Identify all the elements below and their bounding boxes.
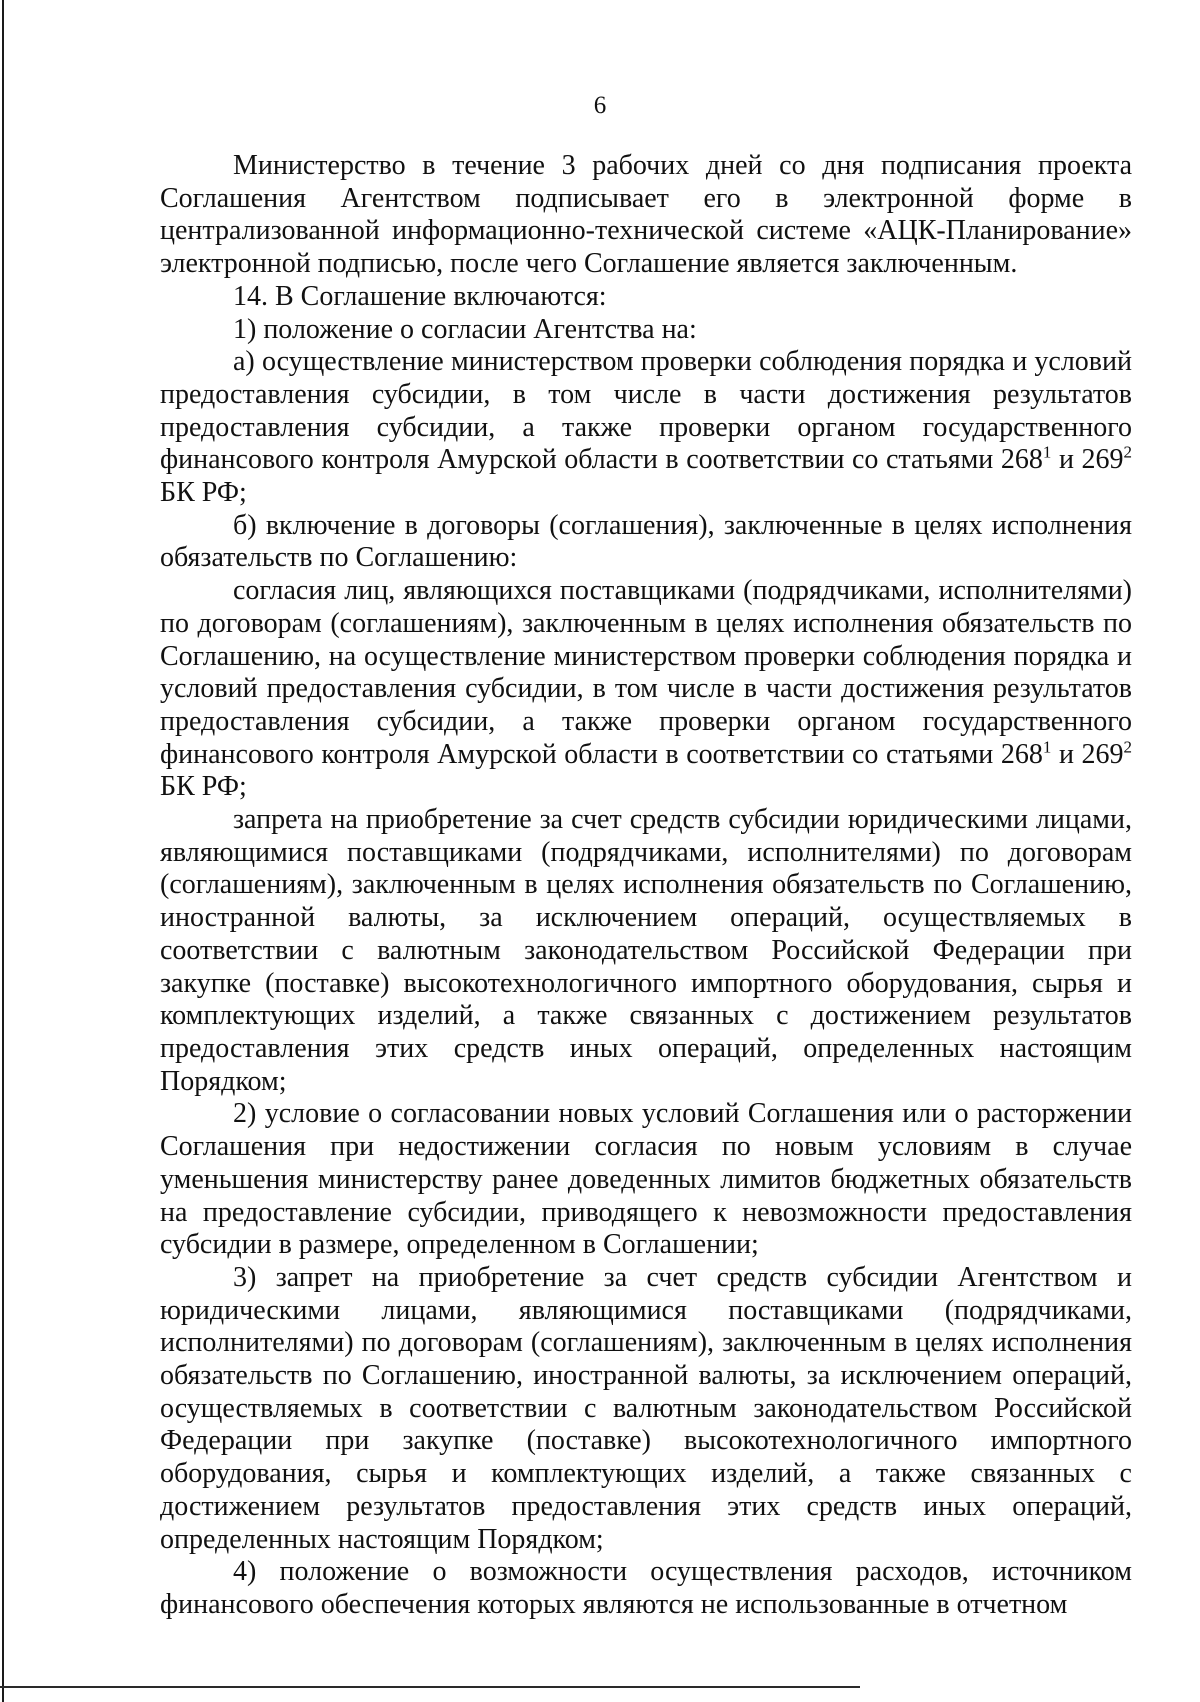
paragraph-consent-end: БК РФ; [160, 771, 247, 803]
paragraph-consent-and: и 269 [1051, 738, 1124, 770]
paragraph-item-14: 14. В Соглашение включаются: [233, 280, 607, 312]
superscript-269: 2 [1123, 737, 1133, 757]
paragraph-subitem-3: 3) запрет на приобретение за счет средств субсидии Агентством и юридическими лицами, являющимися поставщиками (подрядчиками, исполнителями) по договорам (соглашениям), заключенным в целях исполнения обязательств по Соглашению, иностранной валюты, за исключением операций, осуществляемых в соответствии с валютным законодательством Российской Федерации при закупке (поставке) высокотехнологичного импортного оборудования, сырья и комплектующих изделий, а также связанных с достижением результатов предоставления этих средств иных операций, определенных настоящим Порядком; [160, 1261, 1132, 1555]
paragraph-subitem-a-end: БК РФ; [160, 477, 247, 509]
paragraph-subitem-4: 4) положение о возможности осуществления расходов, источником финансового обеспечения которых являются не использованные в отчетном [160, 1556, 1132, 1620]
scan-left-edge-line [2, 0, 4, 1702]
scan-bottom-edge-line [0, 1686, 860, 1688]
paragraph-subitem-b: б) включение в договоры (соглашения), заключенные в целях исполнения обязательств по Соглашению: [160, 509, 1132, 574]
paragraph-subitem-a-text: а) осуществление министерством проверки соблюдения порядка и условий предоставления субсидии, в том числе в части достижения результатов предоставления субсидии, а также проверки органом государственного финансового контроля Амурской области в соответствии со статьями 268 [160, 346, 1132, 476]
paragraph-consent [160, 575, 1132, 804]
paragraph-subitem-2: 2) условие о согласовании новых условий Соглашения или о расторжении Соглашения при недостижении согласия по новым условиям в случае уменьшения министерству ранее доведенных лимитов бюджетных обязательств на предоставление субсидии, приводящего к невозможности предоставления субсидии в размере, определенном в Соглашении; [160, 1098, 1132, 1261]
paragraph-subitem-1: 1) положение о согласии Агентства на: [233, 313, 697, 345]
paragraph-subitem-a [160, 346, 1132, 510]
superscript-268: 1 [1042, 443, 1052, 462]
superscript-269: 2 [1123, 443, 1133, 462]
document-body [160, 150, 1132, 1622]
superscript-268: 1 [1042, 737, 1052, 757]
paragraph-prohibition: запрета на приобретение за счет средств субсидии юридическими лицами, являющимися поставщиками (подрядчиками, исполнителями) по договорам (соглашениям), заключенным в целях исполнения обязательств по Соглашению, иностранной валюты, за исключением операций, осуществляемых в соответствии с валютным законодательством Российской Федерации при закупке (поставке) высокотехнологичного импортного оборудования, сырья и комплектующих изделий, а также связанных с достижением результатов предоставления этих средств иных операций, определенных настоящим Порядком; [160, 804, 1132, 1097]
paragraph-signing: Министерство в течение 3 рабочих дней со дня подписания проекта Соглашения Агентством подписывает его в электронной форме в централизованной информационно-технической системе «АЦК-Планирование» электронной подписью, после чего Соглашение является заключенным. [160, 150, 1132, 280]
paragraph-subitem-a-and: и 269 [1051, 444, 1124, 476]
page-number: 6 [593, 92, 607, 119]
paragraph-consent-text: согласия лиц, являющихся поставщиками (подрядчиками, исполнителями) по договорам (соглашениям), заключенным в целях исполнения обязательств по Соглашению, на осуществление министерством проверки соблюдения порядка и условий предоставления субсидии, в том числе в части достижения результатов предоставления субсидии, а также проверки органом государственного финансового контроля Амурской области в соответствии со статьями 268 [160, 575, 1132, 770]
